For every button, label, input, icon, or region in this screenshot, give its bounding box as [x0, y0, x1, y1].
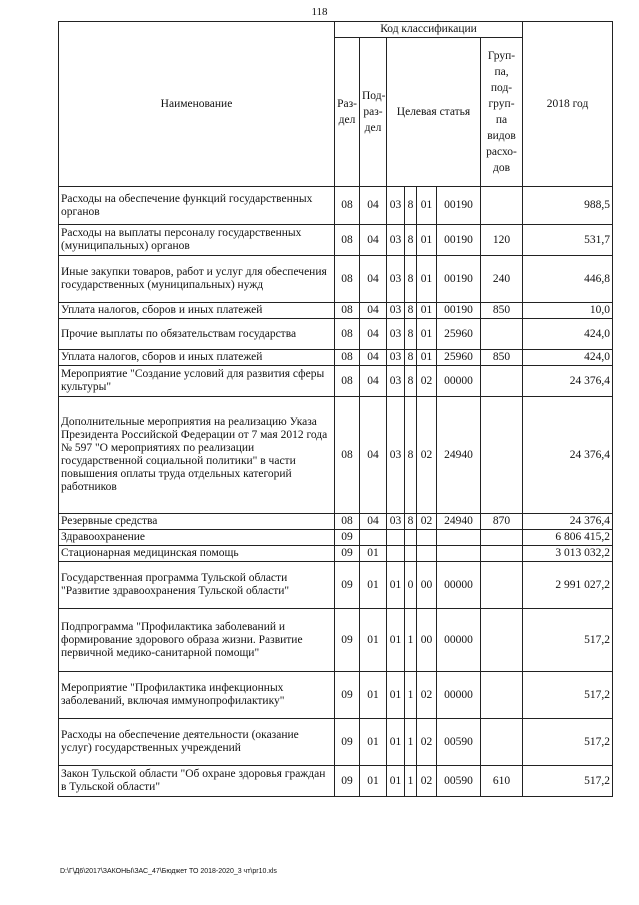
row-expense-type: 850: [481, 350, 523, 366]
row-amount: 24 376,4: [523, 397, 613, 514]
row-target-subprogram: 8: [405, 397, 417, 514]
table-body: [59, 187, 613, 797]
row-target-direction: 00000: [437, 672, 481, 719]
row-razdel: 08: [335, 366, 360, 397]
row-target-event: 01: [417, 187, 437, 225]
header-row-top: [59, 22, 613, 38]
header-name: Наименование: [59, 22, 335, 187]
row-target-subprogram: [405, 546, 417, 562]
row-target-event: [417, 530, 437, 546]
row-razdel: 09: [335, 672, 360, 719]
row-target-direction: 00000: [437, 562, 481, 609]
row-podrazdel: 04: [360, 397, 387, 514]
row-target-program: [387, 546, 405, 562]
header-target: Целевая статья: [387, 38, 481, 187]
table-row: [59, 766, 613, 797]
row-podrazdel: 01: [360, 546, 387, 562]
row-podrazdel: 04: [360, 303, 387, 319]
row-target-event: 02: [417, 514, 437, 530]
row-name: Дополнительные мероприятия на реализацию Указа Президента Российской Федерации от 7 мая 2012 года № 597 "О мероприятиях по реализации государственной социальной политики" в части повышения оплаты труда отдельных категорий работников: [59, 397, 335, 514]
row-target-subprogram: 1: [405, 672, 417, 719]
row-podrazdel: 01: [360, 609, 387, 672]
row-target-program: 01: [387, 609, 405, 672]
table-row: [59, 256, 613, 303]
row-podrazdel: 04: [360, 366, 387, 397]
row-razdel: 09: [335, 530, 360, 546]
table-row: [59, 303, 613, 319]
row-target-event: 01: [417, 319, 437, 350]
row-target-direction: 00190: [437, 225, 481, 256]
row-amount: 3 013 032,2: [523, 546, 613, 562]
table-row: [59, 350, 613, 366]
table-row: [59, 672, 613, 719]
row-expense-type: 120: [481, 225, 523, 256]
row-target-event: 02: [417, 397, 437, 514]
row-podrazdel: 04: [360, 256, 387, 303]
row-target-program: 03: [387, 350, 405, 366]
row-target-direction: 00190: [437, 303, 481, 319]
row-target-direction: 00000: [437, 366, 481, 397]
row-expense-type: [481, 546, 523, 562]
table-row: [59, 530, 613, 546]
row-amount: 446,8: [523, 256, 613, 303]
row-amount: 24 376,4: [523, 514, 613, 530]
row-podrazdel: [360, 530, 387, 546]
row-target-event: 00: [417, 562, 437, 609]
row-target-event: 01: [417, 256, 437, 303]
header-year: 2018 год: [523, 22, 613, 187]
row-razdel: 08: [335, 225, 360, 256]
row-target-program: 01: [387, 766, 405, 797]
row-name: Мероприятие "Создание условий для развития сферы культуры": [59, 366, 335, 397]
row-name: Закон Тульской области "Об охране здоровья граждан в Тульской области": [59, 766, 335, 797]
row-amount: 988,5: [523, 187, 613, 225]
row-target-event: 00: [417, 609, 437, 672]
row-razdel: 09: [335, 766, 360, 797]
footer-file-path: D:\Г\Д6\2017\ЗАКОНЫ\ЗАС_47\Бюджет ТО 2018-2020_3 чт\рr10.xls: [60, 868, 277, 875]
row-target-event: [417, 546, 437, 562]
row-target-direction: 00590: [437, 719, 481, 766]
row-razdel: 09: [335, 719, 360, 766]
row-podrazdel: 01: [360, 562, 387, 609]
row-name: Расходы на обеспечение деятельности (оказание услуг) государственных учреждений: [59, 719, 335, 766]
row-name: Мероприятие "Профилактика инфекционных заболеваний, включая иммунопрофилактику": [59, 672, 335, 719]
table-row: [59, 319, 613, 350]
row-name: Государственная программа Тульской области "Развитие здравоохранения Тульской области": [59, 562, 335, 609]
row-name: Подпрограмма "Профилактика заболеваний и формирование здорового образа жизни. Развитие первичной медико-санитарной помощи": [59, 609, 335, 672]
row-razdel: 08: [335, 319, 360, 350]
row-name: Иные закупки товаров, работ и услуг для обеспечения государственных (муниципальных) нужд: [59, 256, 335, 303]
row-target-direction: 24940: [437, 397, 481, 514]
table-row: [59, 514, 613, 530]
row-target-program: 03: [387, 256, 405, 303]
row-podrazdel: 01: [360, 672, 387, 719]
row-target-subprogram: 1: [405, 609, 417, 672]
table-row: [59, 719, 613, 766]
row-razdel: 08: [335, 187, 360, 225]
row-razdel: 08: [335, 350, 360, 366]
table-row: [59, 366, 613, 397]
row-podrazdel: 04: [360, 514, 387, 530]
row-target-direction: [437, 546, 481, 562]
row-expense-type: 240: [481, 256, 523, 303]
row-target-program: 03: [387, 187, 405, 225]
row-expense-type: [481, 366, 523, 397]
row-amount: 24 376,4: [523, 366, 613, 397]
row-target-direction: 00590: [437, 766, 481, 797]
row-target-subprogram: 8: [405, 350, 417, 366]
row-target-subprogram: [405, 530, 417, 546]
row-amount: 424,0: [523, 319, 613, 350]
row-podrazdel: 01: [360, 719, 387, 766]
row-expense-type: 610: [481, 766, 523, 797]
row-target-program: 01: [387, 672, 405, 719]
row-expense-type: [481, 719, 523, 766]
row-target-event: 01: [417, 303, 437, 319]
row-target-program: 03: [387, 397, 405, 514]
row-target-subprogram: 8: [405, 319, 417, 350]
row-name: Резервные средства: [59, 514, 335, 530]
row-expense-type: [481, 562, 523, 609]
row-expense-type: 850: [481, 303, 523, 319]
header-subsection: Под-раз-дел: [360, 38, 387, 187]
row-name: Прочие выплаты по обязательствам государства: [59, 319, 335, 350]
row-target-direction: 25960: [437, 350, 481, 366]
row-expense-type: [481, 530, 523, 546]
page-number: 118: [311, 6, 328, 18]
row-target-program: [387, 530, 405, 546]
row-target-subprogram: 1: [405, 766, 417, 797]
row-target-program: 03: [387, 319, 405, 350]
row-amount: 6 806 415,2: [523, 530, 613, 546]
row-podrazdel: 04: [360, 187, 387, 225]
row-name: Уплата налогов, сборов и иных платежей: [59, 303, 335, 319]
row-target-direction: 25960: [437, 319, 481, 350]
row-target-program: 01: [387, 562, 405, 609]
row-amount: 517,2: [523, 719, 613, 766]
row-expense-type: [481, 609, 523, 672]
budget-table: [58, 21, 613, 797]
row-amount: 517,2: [523, 672, 613, 719]
row-amount: 517,2: [523, 609, 613, 672]
table-row: [59, 397, 613, 514]
row-target-program: 03: [387, 514, 405, 530]
row-target-event: 02: [417, 719, 437, 766]
row-expense-type: [481, 397, 523, 514]
row-target-program: 03: [387, 366, 405, 397]
row-target-event: 02: [417, 766, 437, 797]
row-amount: 2 991 027,2: [523, 562, 613, 609]
row-razdel: 09: [335, 546, 360, 562]
row-name: Стационарная медицинская помощь: [59, 546, 335, 562]
row-name: Уплата налогов, сборов и иных платежей: [59, 350, 335, 366]
row-expense-type: [481, 672, 523, 719]
row-amount: 10,0: [523, 303, 613, 319]
row-target-direction: 00190: [437, 187, 481, 225]
header-classification: Код классификации: [335, 22, 523, 38]
row-target-direction: 24940: [437, 514, 481, 530]
table-row: [59, 546, 613, 562]
row-name: Расходы на обеспечение функций государственных органов: [59, 187, 335, 225]
row-amount: 517,2: [523, 766, 613, 797]
row-target-subprogram: 8: [405, 225, 417, 256]
row-target-subprogram: 0: [405, 562, 417, 609]
row-razdel: 08: [335, 303, 360, 319]
row-podrazdel: 04: [360, 225, 387, 256]
row-target-program: 01: [387, 719, 405, 766]
row-podrazdel: 04: [360, 350, 387, 366]
row-expense-type: [481, 187, 523, 225]
row-target-event: 02: [417, 366, 437, 397]
row-target-event: 01: [417, 225, 437, 256]
row-razdel: 08: [335, 397, 360, 514]
row-razdel: 08: [335, 256, 360, 303]
row-target-subprogram: 8: [405, 187, 417, 225]
row-target-subprogram: 8: [405, 256, 417, 303]
row-target-direction: 00000: [437, 609, 481, 672]
row-target-subprogram: 8: [405, 514, 417, 530]
row-target-direction: 00190: [437, 256, 481, 303]
row-razdel: 09: [335, 609, 360, 672]
row-podrazdel: 04: [360, 319, 387, 350]
row-name: Здравоохранение: [59, 530, 335, 546]
row-razdel: 08: [335, 514, 360, 530]
table-row: [59, 225, 613, 256]
header-section: Раз-дел: [335, 38, 360, 187]
row-amount: 531,7: [523, 225, 613, 256]
header-group: Груп-па, под-груп-па видов расхо-дов: [481, 38, 523, 187]
row-name: Расходы на выплаты персоналу государственных (муниципальных) органов: [59, 225, 335, 256]
row-razdel: 09: [335, 562, 360, 609]
row-target-event: 02: [417, 672, 437, 719]
row-podrazdel: 01: [360, 766, 387, 797]
row-target-program: 03: [387, 303, 405, 319]
row-expense-type: [481, 319, 523, 350]
row-target-event: 01: [417, 350, 437, 366]
table-row: [59, 562, 613, 609]
table-row: [59, 609, 613, 672]
table-row: [59, 187, 613, 225]
row-expense-type: 870: [481, 514, 523, 530]
row-target-subprogram: 1: [405, 719, 417, 766]
row-target-direction: [437, 530, 481, 546]
row-amount: 424,0: [523, 350, 613, 366]
row-target-program: 03: [387, 225, 405, 256]
row-target-subprogram: 8: [405, 366, 417, 397]
row-target-subprogram: 8: [405, 303, 417, 319]
